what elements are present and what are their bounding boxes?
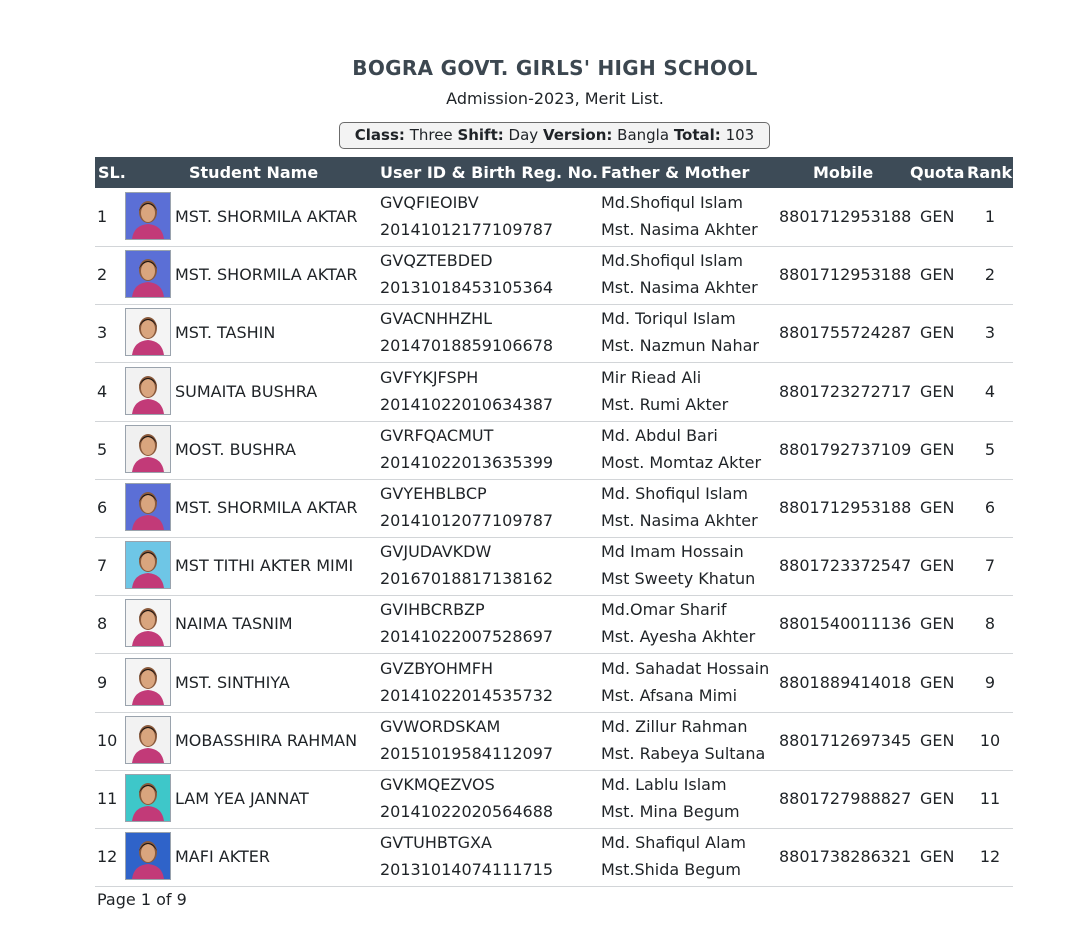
- student-photo: [125, 367, 171, 415]
- total-value: 103: [725, 126, 755, 144]
- class-label: Class:: [354, 126, 405, 144]
- table-row: [95, 421, 1013, 480]
- user-id: GVRFQACMUT: [380, 426, 494, 445]
- student-name: NAIMA TASNIM: [175, 614, 293, 633]
- student-photo: [125, 658, 171, 706]
- serial-number: 9: [97, 673, 108, 692]
- mobile-number: 8801712953188: [779, 207, 912, 226]
- student-name: LAM YEA JANNAT: [175, 789, 309, 808]
- birth-reg-number: 20151019584112097: [380, 744, 554, 763]
- rank: 5: [984, 440, 996, 459]
- quota: GEN: [920, 323, 955, 342]
- rank: 9: [984, 673, 996, 692]
- student-name: MST. SHORMILA AKTAR: [175, 498, 358, 517]
- student-photo: [125, 541, 171, 589]
- table-header: [95, 157, 1013, 188]
- column-header-rank: Rank: [967, 163, 1013, 182]
- table-row: [95, 188, 1013, 247]
- user-id: GVFYKJFSPH: [380, 368, 479, 387]
- serial-number: 11: [97, 789, 118, 808]
- student-name: MAFI AKTER: [175, 847, 270, 866]
- table-row: [95, 712, 1013, 771]
- serial-number: 6: [97, 498, 108, 517]
- table-row: [95, 537, 1013, 596]
- mobile-number: 8801792737109: [779, 440, 912, 459]
- rank: 6: [984, 498, 996, 517]
- shift-value: Day: [508, 126, 539, 144]
- mobile-number: 8801723372547: [779, 556, 912, 575]
- table-row: [95, 654, 1013, 713]
- mobile-number: 8801889414018: [779, 673, 912, 692]
- user-id: GVTUHBTGXA: [380, 833, 492, 852]
- birth-reg-number: 20141022020564688: [380, 802, 554, 821]
- class-info-box: [339, 122, 770, 149]
- mobile-number: 8801540011136: [779, 614, 912, 633]
- father-name: Md.Shofiqul Islam: [601, 193, 743, 212]
- student-photo: [125, 599, 171, 647]
- rank: 8: [984, 614, 996, 633]
- student-name: SUMAITA BUSHRA: [175, 382, 318, 401]
- student-name: MST TITHI AKTER MIMI: [175, 556, 354, 575]
- father-name: Md.Omar Sharif: [601, 600, 727, 619]
- birth-reg-number: 20141012077109787: [380, 511, 554, 530]
- quota: GEN: [920, 731, 955, 750]
- quota: GEN: [920, 207, 955, 226]
- user-id: GVACNHHZHL: [380, 309, 493, 328]
- student-photo: [125, 716, 171, 764]
- birth-reg-number: 20141012177109787: [380, 220, 554, 239]
- column-header-mobile: Mobile: [813, 163, 874, 182]
- quota: GEN: [920, 556, 955, 575]
- mobile-number: 8801712953188: [779, 498, 912, 517]
- student-photo: [125, 774, 171, 822]
- mobile-number: 8801723272717: [779, 382, 912, 401]
- total-label: Total:: [673, 126, 721, 144]
- table-row: [95, 304, 1013, 363]
- student-photo: [125, 308, 171, 356]
- student-photo: [125, 192, 171, 240]
- serial-number: 7: [97, 556, 108, 575]
- student-name: MST. SINTHIYA: [175, 673, 290, 692]
- table-row: [95, 770, 1013, 829]
- serial-number: 5: [97, 440, 108, 459]
- student-name: MST. SHORMILA AKTAR: [175, 207, 358, 226]
- father-name: Md. Lablu Islam: [601, 775, 727, 794]
- birth-reg-number: 20147018859106678: [380, 336, 554, 355]
- father-name: Md. Sahadat Hossain: [601, 659, 770, 678]
- column-header-quota: Quota: [910, 163, 965, 182]
- mother-name: Most. Momtaz Akter: [601, 453, 762, 472]
- mother-name: Mst. Mina Begum: [601, 802, 740, 821]
- mother-name: Mst. Rumi Akter: [601, 395, 729, 414]
- father-name: Md. Abdul Bari: [601, 426, 718, 445]
- birth-reg-number: 20167018817138162: [380, 569, 554, 588]
- quota: GEN: [920, 614, 955, 633]
- user-id: GVWORDSKAM: [380, 717, 501, 736]
- birth-reg-number: 20131014074111715: [380, 860, 554, 879]
- father-name: Md.Shofiqul Islam: [601, 251, 743, 270]
- father-name: Md. Shofiqul Islam: [601, 484, 749, 503]
- birth-reg-number: 20141022013635399: [380, 453, 554, 472]
- quota: GEN: [920, 789, 955, 808]
- user-id: GVJUDAVKDW: [380, 542, 492, 561]
- rank: 7: [984, 556, 996, 575]
- father-name: Md. Toriqul Islam: [601, 309, 736, 328]
- mother-name: Mst. Rabeya Sultana: [601, 744, 766, 763]
- father-name: Mir Riead Ali: [601, 368, 702, 387]
- mother-name: Mst. Afsana Mimi: [601, 686, 738, 705]
- rank: 11: [979, 789, 1001, 808]
- page-number: Page 1 of 9: [97, 890, 187, 909]
- quota: GEN: [920, 440, 955, 459]
- serial-number: 10: [97, 731, 118, 750]
- column-header-user-id: User ID & Birth Reg. No.: [380, 163, 599, 182]
- serial-number: 2: [97, 265, 108, 284]
- father-name: Md. Zillur Rahman: [601, 717, 748, 736]
- student-name: MST. TASHIN: [175, 323, 276, 342]
- column-header-father-mother: Father & Mother: [601, 163, 750, 182]
- mother-name: Mst. Ayesha Akhter: [601, 627, 756, 646]
- mobile-number: 8801738286321: [779, 847, 912, 866]
- user-id: GVIHBCRBZP: [380, 600, 485, 619]
- page-subtitle: Admission-2023, Merit List.: [446, 89, 664, 108]
- table-row: [95, 595, 1013, 654]
- table-row: [95, 828, 1013, 887]
- user-id: GVKMQEZVOS: [380, 775, 495, 794]
- version-value: Bangla: [617, 126, 670, 144]
- father-name: Md. Shafiqul Alam: [601, 833, 746, 852]
- column-header-student-name: Student Name: [189, 163, 319, 182]
- serial-number: 4: [97, 382, 108, 401]
- quota: GEN: [920, 673, 955, 692]
- rank: 12: [979, 847, 1001, 866]
- user-id: GVYEHBLBCP: [380, 484, 487, 503]
- mother-name: Mst. Nasima Akhter: [601, 278, 758, 297]
- quota: GEN: [920, 498, 955, 517]
- school-title: BOGRA GOVT. GIRLS' HIGH SCHOOL: [352, 56, 758, 80]
- mother-name: Mst.Shida Begum: [601, 860, 741, 879]
- student-photo: [125, 250, 171, 298]
- table-row: [95, 246, 1013, 305]
- father-name: Md Imam Hossain: [601, 542, 744, 561]
- version-label: Version:: [542, 126, 613, 144]
- student-name: MOBASSHIRA RAHMAN: [175, 731, 358, 750]
- serial-number: 8: [97, 614, 108, 633]
- shift-label: Shift:: [457, 126, 504, 144]
- serial-number: 12: [97, 847, 118, 866]
- mobile-number: 8801712697345: [779, 731, 912, 750]
- rank: 3: [984, 323, 996, 342]
- table-row: [95, 479, 1013, 538]
- student-name: MOST. BUSHRA: [175, 440, 296, 459]
- student-photo: [125, 425, 171, 473]
- mother-name: Mst Sweety Khatun: [601, 569, 756, 588]
- birth-reg-number: 20131018453105364: [380, 278, 554, 297]
- rank: 1: [984, 207, 996, 226]
- student-name: MST. SHORMILA AKTAR: [175, 265, 358, 284]
- user-id: GVQZTEBDED: [380, 251, 493, 270]
- rank: 2: [984, 265, 996, 284]
- quota: GEN: [920, 265, 955, 284]
- user-id: GVZBYOHMFH: [380, 659, 493, 678]
- quota: GEN: [920, 847, 955, 866]
- table-row: [95, 363, 1013, 422]
- mother-name: Mst. Nasima Akhter: [601, 511, 758, 530]
- quota: GEN: [920, 382, 955, 401]
- mother-name: Mst. Nasima Akhter: [601, 220, 758, 239]
- rank: 10: [979, 731, 1001, 750]
- mobile-number: 8801727988827: [779, 789, 912, 808]
- birth-reg-number: 20141022014535732: [380, 686, 554, 705]
- column-header-sl: SL.: [98, 163, 126, 182]
- student-photo: [125, 832, 171, 880]
- birth-reg-number: 20141022010634387: [380, 395, 554, 414]
- mother-name: Mst. Nazmun Nahar: [601, 336, 760, 355]
- birth-reg-number: 20141022007528697: [380, 627, 554, 646]
- serial-number: 1: [97, 207, 108, 226]
- rank: 4: [984, 382, 996, 401]
- class-value: Three: [409, 126, 453, 144]
- user-id: GVQFIEOIBV: [380, 193, 479, 212]
- serial-number: 3: [97, 323, 108, 342]
- mobile-number: 8801755724287: [779, 323, 912, 342]
- mobile-number: 8801712953188: [779, 265, 912, 284]
- student-photo: [125, 483, 171, 531]
